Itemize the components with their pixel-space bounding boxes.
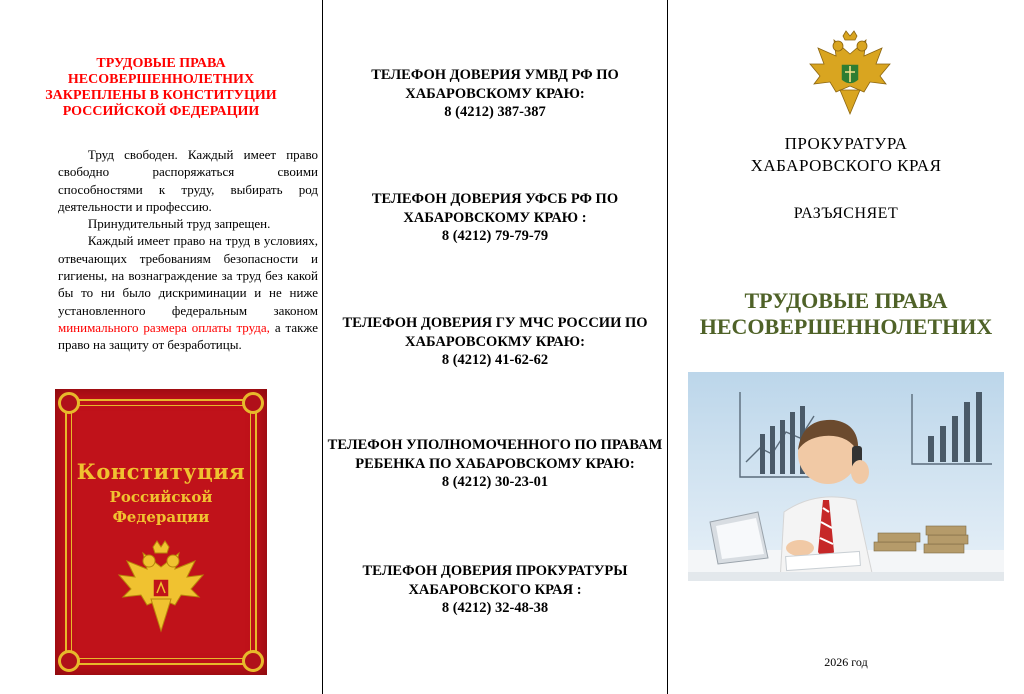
book-corner-ornament [242,392,264,414]
left-heading: ТРУДОВЫЕ ПРАВА НЕСОВЕРШЕННОЛЕТНИХ ЗАКРЕПЛЕНЫ В КОНСТИТУЦИИ РОССИЙСКОЙ ФЕДЕРАЦИИ [45,56,277,119]
constitution-book-image [55,389,267,675]
book-title-line-1: Конституция [76,459,246,484]
book-corner-ornament [242,650,264,672]
book-title [55,459,267,526]
contacts-panel [323,0,667,694]
contact-title: ТЕЛЕФОН ДОВЕРИЯ УМВД РФ ПО ХАБАРОВСКОМУ КРАЮ: [371,67,619,102]
organization-line-1: ПРОКУРАТУРА [784,134,908,153]
contact-phone: 8 (4212) 32-48-38 [441,600,549,616]
contact-phone: 8 (4212) 387-387 [444,104,546,120]
contact-title: ТЕЛЕФОН УПОЛНОМОЧЕННОГО ПО ПРАВАМ РЕБЕНКА ПО ХАБАРОВСКОМУ КРАЮ: [327,437,663,472]
contact-phone: 8 (4212) 30-23-01 [441,474,549,490]
coat-of-arms-eagle-icon [113,539,209,635]
book-title-line-3: Федерации [112,508,210,526]
book-corner-ornament [58,392,80,414]
organization-line-2: ХАБАРОВСКОГО КРАЯ [750,156,942,175]
left-panel [0,0,322,694]
contact-block [323,562,667,618]
contact-block [323,436,667,492]
brochure-title [668,288,1024,340]
paragraph-3-end: а также право на защиту от безработицы. [58,319,318,353]
contact-block [323,66,667,122]
explains-label: РАЗЪЯСНЯЕТ [793,205,899,222]
contact-title: ТЕЛЕФОН ДОВЕРИЯ УФСБ РФ ПО ХАБАРОВСКОМУ КРАЮ : [371,191,619,226]
cover-panel [668,0,1024,694]
brochure-title-line-1: ТРУДОВЫЕ ПРАВА [744,288,948,313]
paragraph-2: Принудительный труд запрещен. [87,216,271,232]
contact-title: ТЕЛЕФОН ДОВЕРИЯ ГУ МЧС РОССИИ ПО ХАБАРОВСОКМУ КРАЮ: [342,315,648,350]
contact-phone: 8 (4212) 79-79-79 [441,228,549,244]
prosecutor-double-headed-eagle-icon [808,30,892,116]
book-title-line-2: Российской [109,488,213,506]
minimum-wage-highlight: минимального размера оплаты труда, [58,319,270,335]
boy-at-desk-photo [688,372,1004,581]
paragraph-1: Труд свободен. Каждый имеет право свободно распоряжаться своими способностями к труду, выбирать род деятельности и профессию. [58,147,318,214]
contact-phone: 8 (4212) 41-62-62 [441,352,549,368]
brochure-title-line-2: НЕСОВЕРШЕННОЛЕТНИХ [699,314,993,339]
year-label: 2026 год [824,655,868,669]
contact-title: ТЕЛЕФОН ДОВЕРИЯ ПРОКУРАТУРЫ ХАБАРОВСКОГО КРАЯ : [362,563,628,598]
contact-block [323,314,667,370]
paragraph-3-start: Каждый имеет право на труд в условиях, отвечающих требованиям безопасности и гигиены, на вознаграждение за труд без какой бы то ни было дискриминации и не ниже установленного федеральным законом [58,233,318,318]
left-body [58,146,318,354]
paragraph-3 [58,232,318,353]
book-corner-ornament [58,650,80,672]
organization-name [668,133,1024,177]
contact-block [323,190,667,246]
